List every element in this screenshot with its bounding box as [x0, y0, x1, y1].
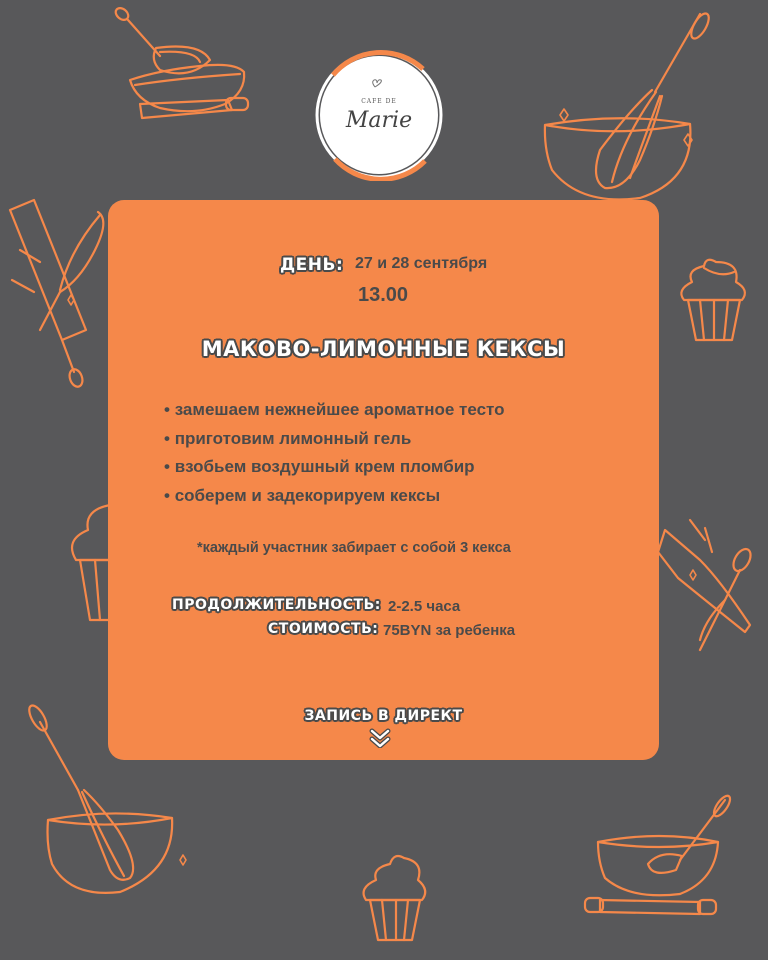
- logo-brand-name: Marie: [345, 108, 413, 133]
- duration-label: ПРОДОЛЖИТЕЛЬНОСТЬ:: [172, 597, 381, 613]
- chevron-down-double-icon[interactable]: [369, 728, 391, 748]
- logo-cafe-text: CAFE DE: [361, 98, 397, 105]
- whisk-bowl-icon: [545, 11, 712, 200]
- price-value: 75BYN за ребенка: [383, 622, 516, 639]
- whisk-bowl-icon: [113, 6, 248, 118]
- price-label: СТОИМОСТЬ:: [268, 621, 379, 637]
- piping-bag-icon: [658, 520, 754, 650]
- list-item: • приготовим лимонный гель: [164, 429, 505, 458]
- rolling-pin-icon: [10, 200, 103, 389]
- duration-value: 2-2.5 часа: [388, 598, 461, 615]
- cafe-logo: [320, 56, 438, 174]
- whisk-bowl-icon: [585, 793, 733, 914]
- event-title: МАКОВО-ЛИМОННЫЕ КЕКСЫ: [201, 337, 566, 361]
- list-item: • замешаем нежнейшее ароматное тесто: [164, 400, 505, 429]
- list-item: • взобьем воздушный крем пломбир: [164, 457, 505, 486]
- cupcake-icon: [364, 856, 426, 940]
- event-note: *каждый участник забирает с собой 3 кекса: [197, 540, 511, 556]
- event-card: [108, 200, 659, 760]
- program-list: [164, 400, 505, 514]
- day-label: ДЕНЬ:: [280, 255, 344, 275]
- event-dates: 27 и 28 сентября: [355, 255, 488, 272]
- cupcake-icon: [681, 260, 745, 340]
- event-time: 13.00: [358, 284, 409, 306]
- list-item: • соберем и задекорируем кексы: [164, 486, 505, 515]
- cta-direct[interactable]: ЗАПИСЬ В ДИРЕКТ: [304, 708, 463, 724]
